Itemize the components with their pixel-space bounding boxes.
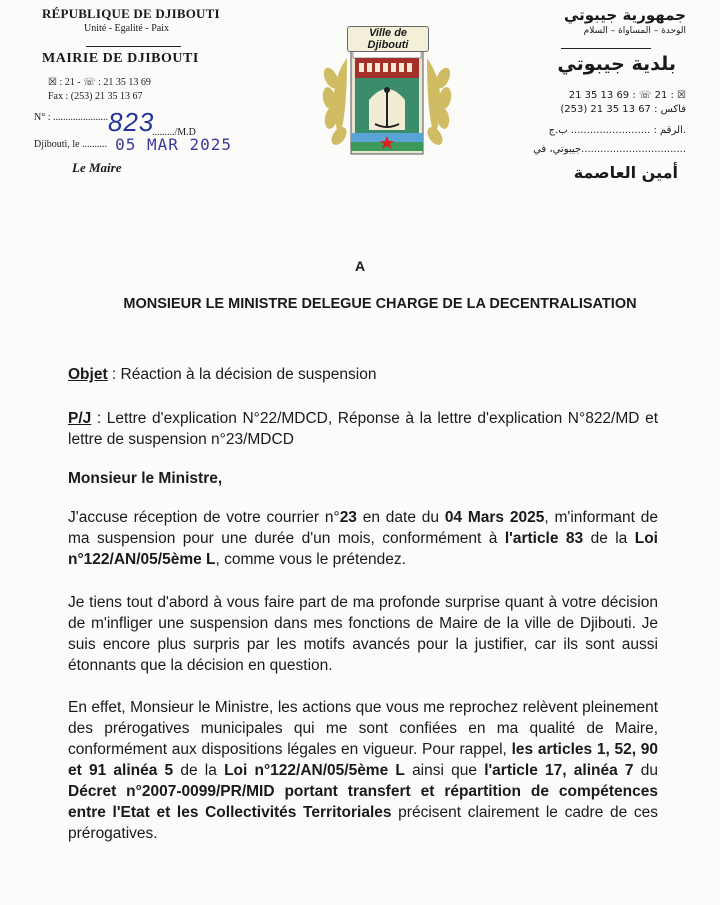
national-motto: Unité - Egalité - Paix: [84, 23, 169, 34]
contact-block: [48, 76, 254, 104]
reference-suffix: ........./M.D: [152, 127, 196, 138]
contact-block-arabic: [476, 89, 686, 117]
letterhead-right: [476, 6, 686, 182]
p1-bold: Loi n°122/AN/05/5ème L: [68, 530, 658, 568]
phone-line: ☒ : 21 - ☏ : 21 35 13 69: [48, 77, 151, 88]
republic-title-arabic: جمهورية جيبوتي: [563, 6, 686, 24]
phone-line-arabic: 21 35 13 69 : ☏ 21 : ☒: [568, 90, 686, 101]
crest-banner: Ville de Djibouti: [347, 26, 429, 52]
p1-bold: l'article 83: [504, 530, 584, 547]
letterhead-left: [34, 6, 254, 176]
salutation: Monsieur le Ministre,: [68, 470, 223, 487]
paragraph-2: Je tiens tout d'abord à vous faire part de ma profonde surprise quant à votre décision de m'infliger une suspension dans mes fonctions de Maire de la ville de Djibouti. Je suis encore plus surpris par les motifs avancés pour la justifier, car ils sont aussi étonnants que la décision en question.: [68, 594, 658, 674]
p1-text: , m'informant de ma suspension pour une durée d'un mois, conformément à: [68, 509, 658, 547]
paragraph-1: [68, 507, 658, 570]
p1-bold: 04 Mars 2025: [444, 509, 545, 526]
addressee-prefix: A: [354, 258, 366, 274]
city-crest-emblem: [317, 18, 457, 163]
handwritten-number: 823: [108, 107, 155, 137]
attachments-text: : Lettre d'explication N°22/MDCD, Réponse à la lettre d'explication N°822/MD et lettre de suspension n°23/MDCD: [68, 410, 658, 448]
le-maire-signature-label: Le Maire: [72, 160, 122, 175]
date-stamp: 05 MAR 2025: [115, 135, 233, 154]
divider: [561, 48, 651, 49]
p3-bold: l'article 17, alinéa 7: [484, 762, 634, 779]
p3-text: En effet, Monsieur le Ministre, les actions que vous me reprochez relèvent pleinement des prérogatives municipales qui me sont confiées en ma qualité de Maire, conformément aux dispositions légales en vigueur. Pour rappel,: [68, 699, 658, 758]
fax-line-arabic: فاكس : 67 13 35 21 (253): [560, 104, 686, 115]
mairie-title-arabic: بلدية جيبوتي: [557, 53, 676, 75]
p3-text: de la: [173, 762, 225, 779]
p3-text: ainsi que: [404, 762, 485, 779]
mairie-title: MAIRIE DE DJIBOUTI: [42, 51, 199, 66]
date-line: [34, 135, 254, 154]
date-prefix: Djibouti, le ..........: [34, 139, 108, 150]
republic-title: RÉPUBLIQUE DE DJIBOUTI: [42, 6, 220, 21]
p1-text: de la: [583, 530, 635, 547]
date-arabic: جيبوتي، في.................................: [533, 144, 686, 155]
addressee: MONSIEUR LE MINISTRE DELEGUE CHARGE DE LA DECENTRALISATION: [123, 296, 637, 312]
divider: [86, 46, 181, 47]
p1-text: en date du: [356, 509, 445, 526]
p1-bold: 23: [339, 509, 357, 526]
p3-bold: les articles 1, 52, 90 et 91 alinéa 5: [68, 741, 658, 779]
attachments-line: [68, 408, 658, 450]
subject-label: Objet: [68, 366, 108, 383]
p1-text: J'accuse réception de votre courrier n°: [68, 509, 340, 526]
p3-bold: Loi n°122/AN/05/5ème L: [224, 762, 405, 779]
attachments-label: P/J: [68, 410, 92, 427]
fax-line: Fax : (253) 21 35 13 67: [48, 91, 143, 102]
p3-bold: Décret n°2007-0099/PR/MID portant transfert et répartition de compétences entre l'Etat et les Collectivités Territoriales: [68, 783, 658, 821]
national-motto-arabic: الوحدة – المساواة – السلام: [583, 26, 686, 36]
subject-line: [68, 364, 658, 385]
paragraph-3: [68, 697, 658, 844]
p1-text: , comme vous le prétendez.: [215, 551, 406, 568]
p3-text: précisent clairement le cadre de ces prérogatives.: [68, 804, 658, 842]
subject-text: : Réaction à la décision de suspension: [107, 366, 377, 383]
p3-text: du: [633, 762, 658, 779]
reference-arabic: الرقم : ......................... ب.ج.: [548, 125, 686, 136]
maire-title-arabic: أمين العاصمة: [573, 163, 678, 182]
reference-prefix: N° : ......................: [34, 112, 108, 123]
